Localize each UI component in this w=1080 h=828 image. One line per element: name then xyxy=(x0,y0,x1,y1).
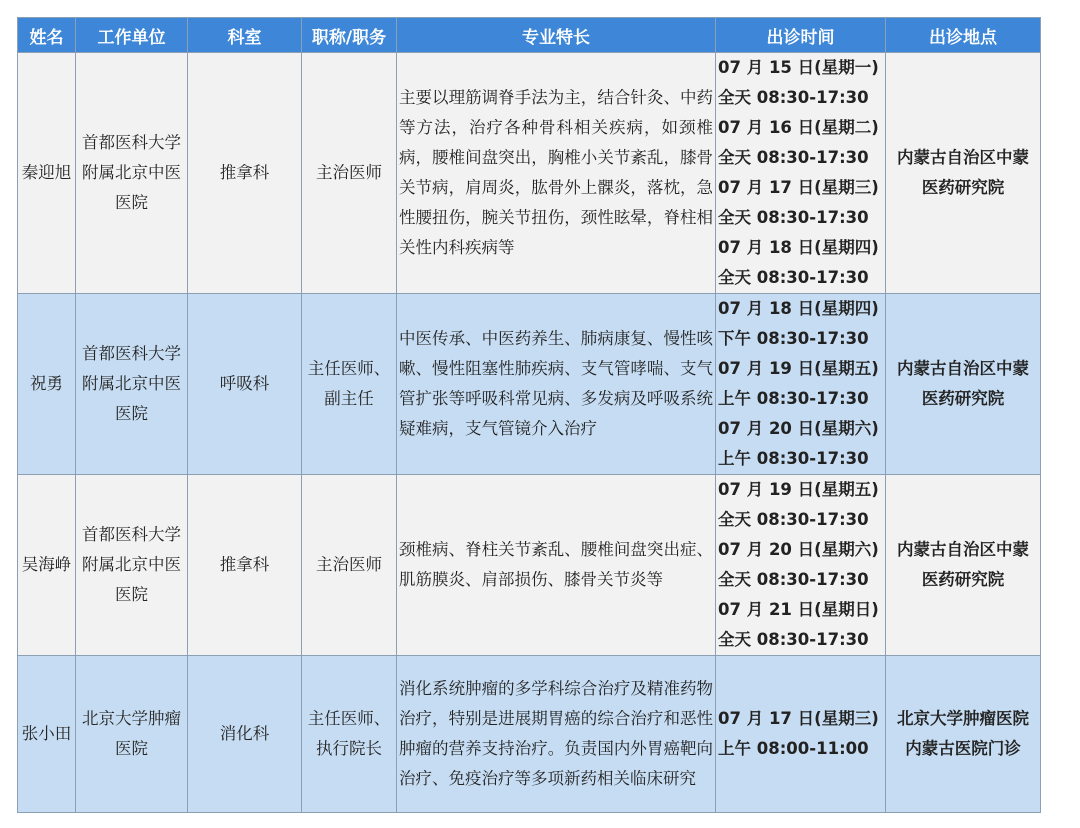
job-title-line: 主任医师、 xyxy=(307,359,391,378)
clinic-time xyxy=(716,656,886,813)
specialty: 中医传承、中医药养生、肺病康复、慢性咳嗽、慢性阻塞性肺疾病、支气管哮喘、支气管扩张等呼吸科常见病、多发病及呼吸系统疑难病，支气管镜介入治疗 xyxy=(397,294,716,475)
location-line: 内蒙古自治区中蒙 xyxy=(897,540,1029,559)
job-title xyxy=(302,294,397,475)
work-unit-line: 北京大学肿瘤 xyxy=(82,709,181,728)
header-dept: 科室 xyxy=(188,18,302,53)
work-unit-line: 首都医科大学 xyxy=(82,344,181,363)
clinic-date: 07 月 15 日(星期一) xyxy=(718,58,879,77)
header-unit: 工作单位 xyxy=(76,18,188,53)
doctor-name: 张小田 xyxy=(18,656,76,813)
department: 推拿科 xyxy=(188,53,302,294)
job-title-line: 主任医师、 xyxy=(307,709,391,728)
location-line: 医药研究院 xyxy=(921,178,1005,197)
department: 推拿科 xyxy=(188,475,302,656)
work-unit-line: 医院 xyxy=(115,404,148,423)
clinic-hours: 上午 08:30-17:30 xyxy=(718,389,869,408)
location-line: 医药研究院 xyxy=(921,389,1005,408)
doctor-name: 秦迎旭 xyxy=(18,53,76,294)
header-location: 出诊地点 xyxy=(886,18,1041,53)
work-unit xyxy=(76,656,188,813)
work-unit-line: 首都医科大学 xyxy=(82,525,181,544)
clinic-date: 07 月 21 日(星期日) xyxy=(718,600,879,619)
clinic-location xyxy=(886,656,1041,813)
clinic-date: 07 月 16 日(星期二) xyxy=(718,118,879,137)
header-time: 出诊时间 xyxy=(716,18,886,53)
clinic-date: 07 月 19 日(星期五) xyxy=(718,480,879,499)
clinic-location xyxy=(886,53,1041,294)
specialty: 主要以理筋调脊手法为主，结合针灸、中药等方法，治疗各种骨科相关疾病，如颈椎病，腰椎间盘突出，胸椎小关节紊乱，膝骨关节病，肩周炎，肱骨外上髁炎，落枕，急性腰扭伤，腕关节扭伤，颈性眩晕，脊柱相关性内科疾病等 xyxy=(397,53,716,294)
clinic-hours: 全天 08:30-17:30 xyxy=(718,88,869,107)
work-unit xyxy=(76,294,188,475)
clinic-date: 07 月 20 日(星期六) xyxy=(718,540,879,559)
clinic-date: 07 月 19 日(星期五) xyxy=(718,359,879,378)
job-title xyxy=(302,53,397,294)
clinic-date: 07 月 17 日(星期三) xyxy=(718,709,879,728)
location-line: 医药研究院 xyxy=(921,570,1005,589)
department: 呼吸科 xyxy=(188,294,302,475)
clinic-time xyxy=(716,475,886,656)
work-unit xyxy=(76,53,188,294)
clinic-hours: 全天 08:30-17:30 xyxy=(718,148,869,167)
clinic-date: 07 月 18 日(星期四) xyxy=(718,299,879,318)
job-title-line: 主治医师 xyxy=(316,163,382,182)
table-row xyxy=(18,294,1041,475)
header-name: 姓名 xyxy=(18,18,76,53)
header-title: 职称/职务 xyxy=(302,18,397,53)
work-unit-line: 附属北京中医 xyxy=(82,555,181,574)
table-row xyxy=(18,53,1041,294)
doctor-name: 吴海峥 xyxy=(18,475,76,656)
clinic-date: 07 月 20 日(星期六) xyxy=(718,419,879,438)
table-row xyxy=(18,656,1041,813)
clinic-hours: 全天 08:30-17:30 xyxy=(718,208,869,227)
work-unit-line: 附属北京中医 xyxy=(82,374,181,393)
table-row xyxy=(18,475,1041,656)
location-line: 内蒙古自治区中蒙 xyxy=(897,359,1029,378)
clinic-date: 07 月 18 日(星期四) xyxy=(718,238,879,257)
clinic-hours: 全天 08:30-17:30 xyxy=(718,570,869,589)
job-title xyxy=(302,475,397,656)
location-line: 内蒙古医院门诊 xyxy=(905,739,1021,758)
clinic-hours: 全天 08:30-17:30 xyxy=(718,510,869,529)
clinic-time xyxy=(716,294,886,475)
clinic-location xyxy=(886,294,1041,475)
clinic-time xyxy=(716,53,886,294)
work-unit-line: 医院 xyxy=(115,193,148,212)
clinic-location xyxy=(886,475,1041,656)
specialty: 消化系统肿瘤的多学科综合治疗及精准药物治疗，特别是进展期胃癌的综合治疗和恶性肿瘤的营养支持治疗。负责国内外胃癌靶向治疗、免疫治疗等多项新药相关临床研究 xyxy=(397,656,716,813)
clinic-hours: 全天 08:30-17:30 xyxy=(718,630,869,649)
job-title-line: 执行院长 xyxy=(316,739,382,758)
header-specialty: 专业特长 xyxy=(397,18,716,53)
job-title xyxy=(302,656,397,813)
work-unit-line: 附属北京中医 xyxy=(82,163,181,182)
clinic-hours: 下午 08:30-17:30 xyxy=(718,329,869,348)
work-unit-line: 医院 xyxy=(115,739,148,758)
schedule-table-wrapper xyxy=(17,17,1041,813)
schedule-table xyxy=(17,17,1041,813)
clinic-hours: 全天 08:30-17:30 xyxy=(718,268,869,287)
clinic-hours: 上午 08:00-11:00 xyxy=(718,739,869,758)
work-unit-line: 医院 xyxy=(115,585,148,604)
specialty: 颈椎病、脊柱关节紊乱、腰椎间盘突出症、肌筋膜炎、肩部损伤、膝骨关节炎等 xyxy=(397,475,716,656)
clinic-hours: 上午 08:30-17:30 xyxy=(718,449,869,468)
job-title-line: 副主任 xyxy=(324,389,374,408)
department: 消化科 xyxy=(188,656,302,813)
location-line: 内蒙古自治区中蒙 xyxy=(897,148,1029,167)
job-title-line: 主治医师 xyxy=(316,555,382,574)
header-row xyxy=(18,18,1041,53)
work-unit-line: 首都医科大学 xyxy=(82,133,181,152)
work-unit xyxy=(76,475,188,656)
location-line: 北京大学肿瘤医院 xyxy=(897,709,1029,728)
clinic-date: 07 月 17 日(星期三) xyxy=(718,178,879,197)
doctor-name: 祝勇 xyxy=(18,294,76,475)
